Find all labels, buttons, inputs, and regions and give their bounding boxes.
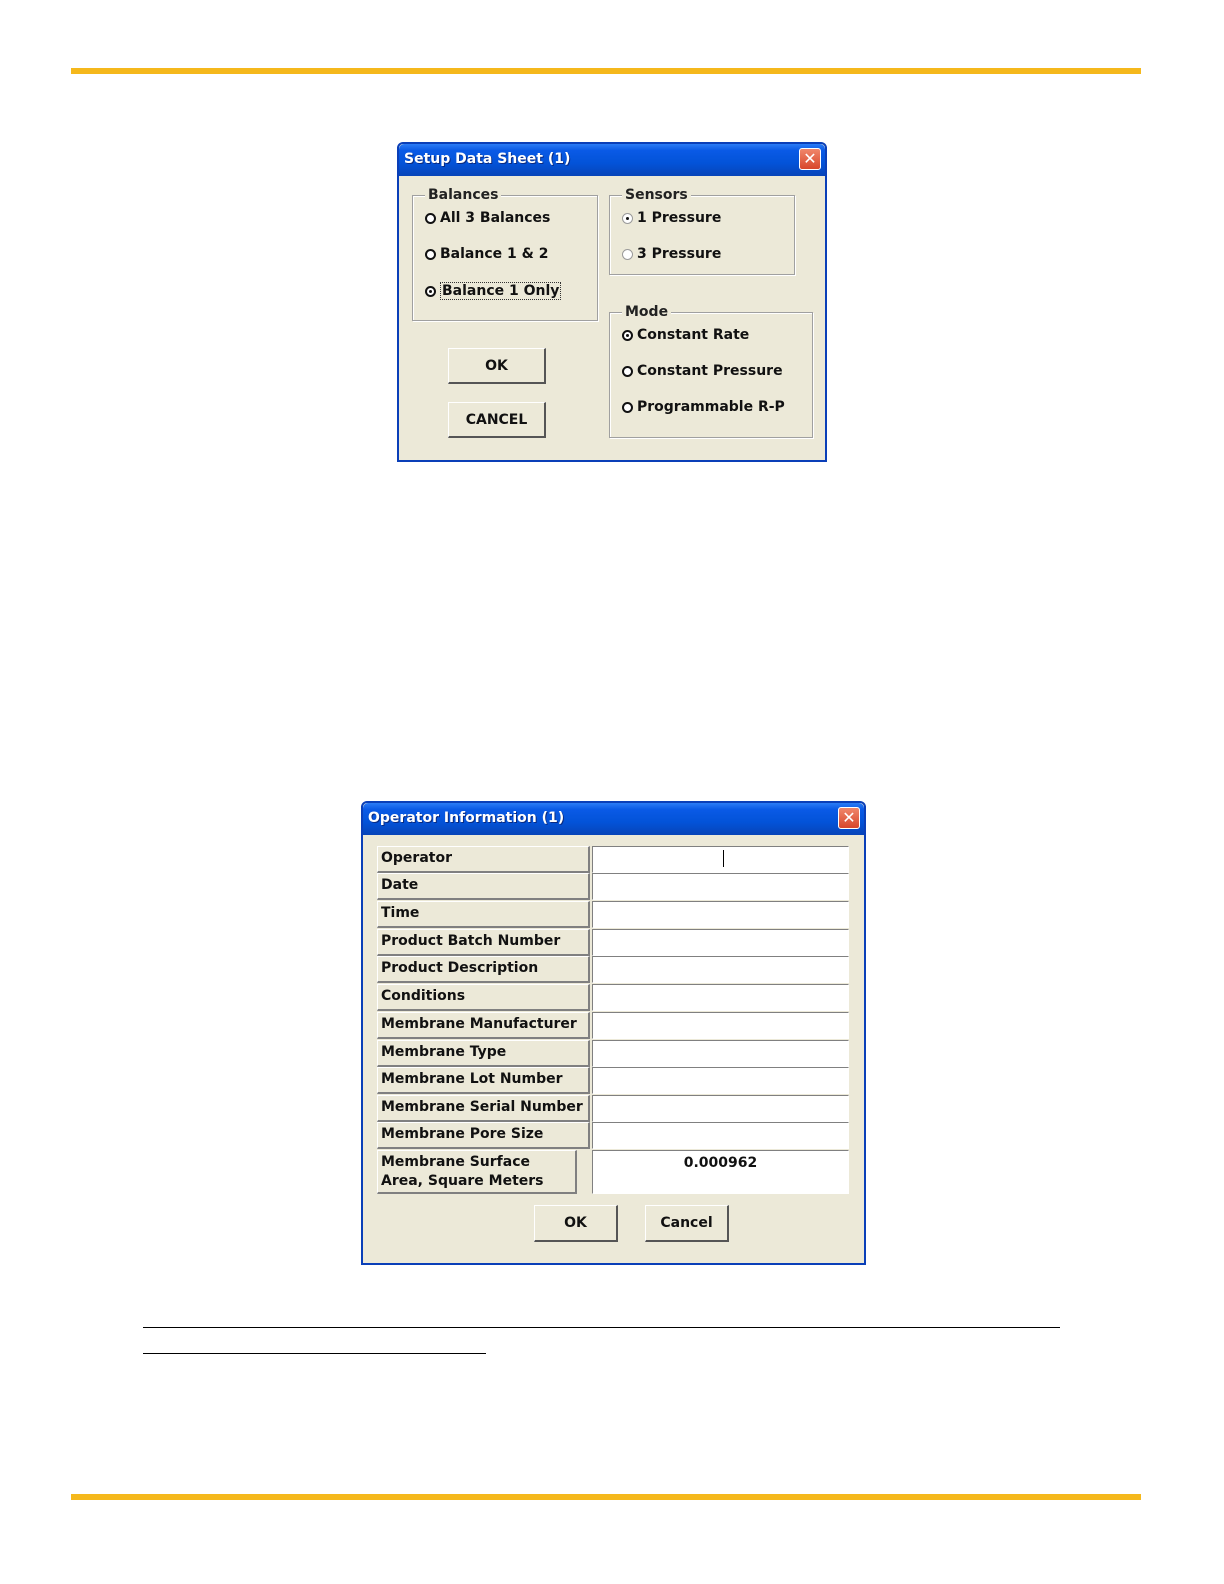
radio-label: Programmable R-P bbox=[637, 399, 785, 415]
cancel-button[interactable]: CANCEL bbox=[448, 402, 546, 438]
mode-label: Mode bbox=[622, 304, 671, 320]
radio-circle-icon bbox=[425, 249, 436, 260]
mode-group bbox=[609, 304, 813, 438]
dialog-title: Operator Information (1) bbox=[368, 810, 565, 826]
form-row-membrane-pore-size bbox=[377, 1122, 849, 1149]
cancel-button[interactable]: Cancel bbox=[645, 1205, 729, 1242]
field-label: Time bbox=[377, 901, 590, 928]
sensors-label: Sensors bbox=[622, 187, 691, 203]
field-label: Date bbox=[377, 873, 590, 900]
radio-label: Constant Pressure bbox=[637, 363, 783, 379]
form-row-membrane-serial-number bbox=[377, 1095, 849, 1122]
field-label: Operator bbox=[377, 846, 590, 873]
title-bar[interactable] bbox=[399, 144, 825, 176]
field-label: Product Batch Number bbox=[377, 929, 590, 956]
dialog-client bbox=[402, 176, 822, 457]
form-row-product-batch-number bbox=[377, 929, 849, 956]
signature-line-short bbox=[143, 1353, 486, 1354]
form-row-conditions bbox=[377, 984, 849, 1011]
form-row-date bbox=[377, 873, 849, 900]
form-row-membrane-surface-area bbox=[377, 1150, 849, 1194]
form-row-operator bbox=[377, 846, 849, 873]
radio-1-pressure[interactable] bbox=[622, 210, 721, 226]
radio-balance-1-2[interactable] bbox=[425, 246, 548, 262]
text-caret bbox=[723, 850, 724, 867]
radio-circle-icon bbox=[622, 249, 633, 260]
radio-programmable-r-p[interactable] bbox=[622, 399, 785, 415]
membrane-type-input[interactable] bbox=[592, 1040, 849, 1067]
form-row-product-description bbox=[377, 956, 849, 983]
signature-line bbox=[143, 1327, 1060, 1328]
dialog-title: Setup Data Sheet (1) bbox=[404, 151, 571, 167]
balances-label: Balances bbox=[425, 187, 501, 203]
radio-label: 1 Pressure bbox=[637, 210, 722, 226]
radio-constant-pressure[interactable] bbox=[622, 363, 783, 379]
product-batch-number-input[interactable] bbox=[592, 929, 849, 956]
radio-circle-icon bbox=[622, 366, 633, 377]
radio-label: Balance 1 & 2 bbox=[440, 246, 549, 262]
top-rule bbox=[71, 68, 1141, 74]
membrane-surface-area-input[interactable]: 0.000962 bbox=[592, 1150, 849, 1194]
radio-label: Balance 1 Only bbox=[442, 283, 560, 299]
radio-3-pressure[interactable] bbox=[622, 246, 721, 262]
membrane-pore-size-input[interactable] bbox=[592, 1122, 849, 1149]
ok-button[interactable]: OK bbox=[448, 348, 546, 384]
dialog-client bbox=[366, 835, 861, 1260]
close-icon[interactable]: ✕ bbox=[799, 148, 821, 170]
ok-button[interactable]: OK bbox=[534, 1205, 618, 1242]
field-label: Membrane Type bbox=[377, 1040, 590, 1067]
sensors-group bbox=[609, 187, 795, 275]
radio-selected-icon bbox=[622, 330, 633, 341]
field-label: Membrane Serial Number bbox=[377, 1095, 590, 1122]
operator-input[interactable] bbox=[592, 846, 849, 873]
product-description-input[interactable] bbox=[592, 956, 849, 983]
date-input[interactable] bbox=[592, 873, 849, 900]
radio-balance-1-only[interactable] bbox=[425, 282, 561, 300]
conditions-input[interactable] bbox=[592, 984, 849, 1011]
bottom-rule bbox=[71, 1494, 1141, 1500]
time-input[interactable] bbox=[592, 901, 849, 928]
close-icon[interactable]: ✕ bbox=[838, 807, 860, 829]
field-label: Membrane Pore Size bbox=[377, 1122, 590, 1149]
radio-circle-icon bbox=[425, 213, 436, 224]
title-bar[interactable] bbox=[363, 803, 864, 835]
operator-information-dialog bbox=[361, 801, 866, 1265]
field-label: Conditions bbox=[377, 984, 590, 1011]
radio-label: All 3 Balances bbox=[440, 210, 551, 226]
radio-label: Constant Rate bbox=[637, 327, 750, 343]
radio-selected-icon bbox=[622, 213, 633, 224]
balances-group bbox=[412, 187, 598, 321]
form-row-membrane-lot-number bbox=[377, 1067, 849, 1094]
radio-selected-icon bbox=[425, 286, 436, 297]
setup-data-sheet-dialog bbox=[397, 142, 827, 462]
radio-circle-icon bbox=[622, 402, 633, 413]
radio-label: 3 Pressure bbox=[637, 246, 722, 262]
form-row-membrane-type bbox=[377, 1040, 849, 1067]
field-label: Membrane Surface Area, Square Meters bbox=[377, 1150, 577, 1194]
field-label: Membrane Lot Number bbox=[377, 1067, 590, 1094]
field-label: Product Description bbox=[377, 956, 590, 983]
form-row-time bbox=[377, 901, 849, 928]
membrane-manufacturer-input[interactable] bbox=[592, 1012, 849, 1039]
radio-constant-rate[interactable] bbox=[622, 327, 749, 343]
form-row-membrane-manufacturer bbox=[377, 1012, 849, 1039]
radio-all-3-balances[interactable] bbox=[425, 210, 550, 226]
membrane-serial-number-input[interactable] bbox=[592, 1095, 849, 1122]
field-label: Membrane Manufacturer bbox=[377, 1012, 590, 1039]
membrane-lot-number-input[interactable] bbox=[592, 1067, 849, 1094]
